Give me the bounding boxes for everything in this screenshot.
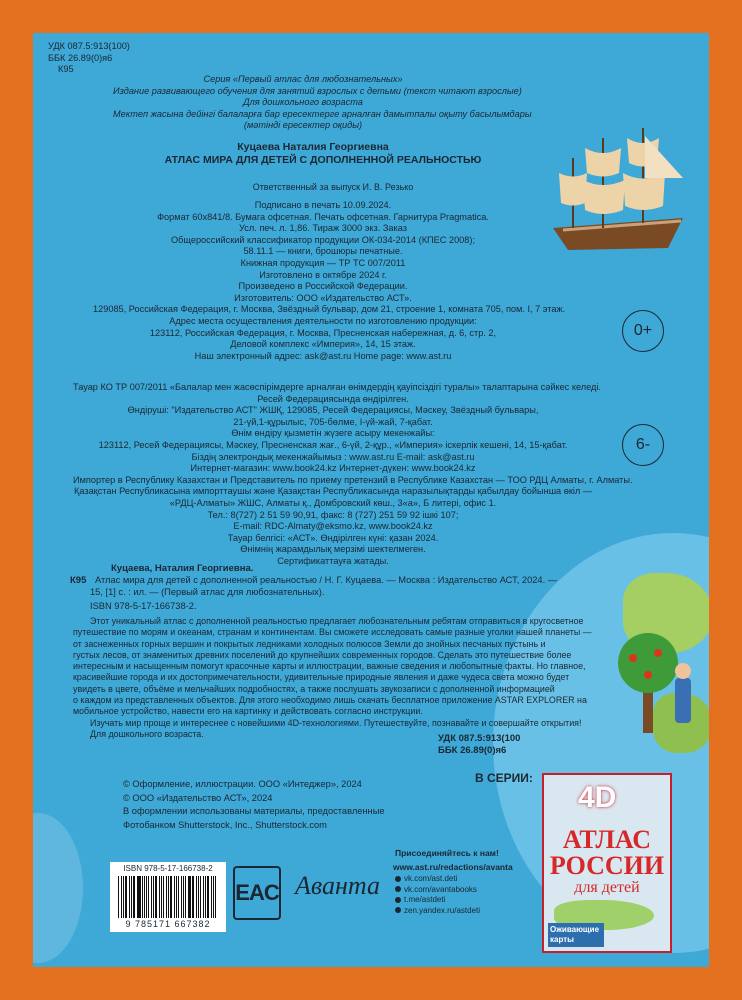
imprint-ru [93, 200, 566, 362]
imprint-line: Тауар белгісі: «АСТ». Өндірілген күні: қазан 2024. [227, 532, 439, 543]
imprint-line: 123112, Российская Федерация, г. Москва, Пресненская набережная, д. 6, стр. 2, [149, 327, 497, 338]
barcode-bar [125, 876, 127, 918]
imprint-line: Өнім өндіру қызметін жүзеге асыру мекенжайы: [231, 428, 435, 439]
udk-code: УДК 087.5:913(100) [48, 41, 130, 51]
social-link[interactable]: zen.yandex.ru/astdeti [395, 906, 480, 917]
barcode-bar [151, 876, 152, 918]
barcode-bar [166, 876, 167, 918]
barcode-bar [193, 876, 194, 918]
series-line: Мектеп жасына дейінгі балаларға бар ересектерге арналған дамытпалы оқыту басылымдары [113, 108, 532, 119]
imprint-line: 123112, Ресей Федерациясы, Мәскеу, Пресненская жағ., 6-үй, 2-құр., «Империя» іскерлік кешені, 14, 15-қабат. [98, 439, 568, 450]
imprint-line: Интернет-магазин: www.book24.kz Интернет-дүкен: www.book24.kz [190, 463, 476, 474]
barcode-bar [123, 876, 124, 918]
imprint-line: Импортер в Республику Казахстан и Представитель по приему претензий в Республике Казахстан — ТОО РДЦ Алматы, г. Алматы. [73, 474, 633, 485]
credit-line: © ООО «Издательство АСТ», 2024 [123, 792, 273, 803]
catalog-block [48, 41, 130, 76]
barcode-bar [131, 876, 132, 918]
barcode-bar [161, 876, 162, 918]
imprint-line: Өндіруші: "Издательство АСТ" ЖШҚ, 129085, Ресей Федерациясы, Мәскеу, Звёздный бульвары, [127, 405, 539, 416]
book-title-line: АТЛАС [562, 825, 652, 854]
bib-code: К95 [70, 575, 87, 586]
barcode-digits: 9 785171 667382 [125, 919, 211, 929]
series-line: Для дошкольного возраста [243, 97, 363, 108]
credit-line: В оформлении использованы материалы, предоставленные [123, 806, 385, 816]
bbk-code-bottom: ББК 26.89(0)я6 [438, 744, 507, 756]
barcode-bar [159, 876, 160, 918]
join-label: Присоединяйтесь к нам! [395, 848, 499, 858]
age-rating-badge: 0+ [622, 310, 664, 352]
imprint-line: E-mail: RDC-Almaty@eksmo.kz, www.book24.kz [233, 521, 433, 532]
avanta-logo: Аванта [295, 871, 380, 900]
imprint-line: 129085, Российская Федерация, г. Москва, Звёздный бульвар, дом 21, строение 1, комната 705, пом. I, 7 этаж. [93, 304, 566, 315]
credit-line: © Оформление, иллюстрации. ООО «Интеджер», 2024 [123, 779, 362, 789]
imprint-line: Изготовитель: ООО «Издательство АСТ». [234, 292, 412, 303]
back-cover [33, 33, 709, 967]
bib-author: Куцаева, Наталия Георгиевна. [111, 563, 254, 574]
imprint-line: Тауар КО ТР 007/2011 «Балалар мен жасөспірімдерге арналған өнімдердің қауіпсіздігі туралы» талаптарына сәйкес келеді. [73, 382, 601, 392]
imprint-line: «РДЦ-Алматы» ЖШС, Алматы қ., Домбровский көш., 3«а», Б литері, офис 1. [169, 497, 497, 508]
bib-line: 15, [1] с. : ил. — (Первый атлас для любознательных). [90, 587, 325, 597]
social-link[interactable]: vk.com/avantabooks [395, 885, 480, 896]
barcode-bar [153, 876, 154, 918]
sailing-ship-illustration [533, 118, 693, 268]
eac-mark-text: EAC [235, 880, 279, 905]
join-url[interactable]: www.ast.ru/redactions/avanta [393, 862, 513, 872]
isbn-barcode [110, 862, 226, 932]
barcode-bar [213, 876, 214, 918]
imprint-line: Деловой комплекс «Империя», 14, 15 этаж. [230, 339, 416, 350]
annotation-line: путешествие по морям и океанам, странам и континентам. Вы сможете исследовать самые разные уголки нашей планеты — [73, 627, 592, 638]
telegram-icon [395, 897, 401, 903]
imprint-line: Біздің электрондық мекенжайымыз : www.ast.ru E-mail: ask@ast.ru [191, 451, 475, 462]
vk-icon [395, 886, 401, 892]
tree-illustration [613, 623, 709, 743]
imprint-line: Ресей Федерациясында өндірілген. [257, 393, 409, 404]
imprint-line: Формат 60х841/8. Бумага офсетная. Печать офсетная. Гарнитура Pragmatica. [157, 211, 489, 222]
barcode-bar [148, 876, 149, 918]
barcode-bar [144, 876, 145, 918]
barcode-bar [168, 876, 169, 918]
barcode-bar [146, 876, 147, 918]
eac-mark [233, 866, 281, 920]
bbk-code: ББК 26.89(0)я6 [48, 52, 113, 63]
barcode-bar [174, 876, 175, 918]
series-book-cover [542, 773, 672, 953]
imprint-line: Произведено в Российской Федерации. [238, 281, 408, 292]
imprint-line: Подписано в печать 10.09.2024. [254, 200, 392, 210]
udk-code-bottom: УДК 087.5:913(100 [438, 733, 521, 744]
barcode-bar [200, 876, 201, 918]
barcode-bar [185, 876, 186, 918]
book-title: АТЛАС МИРА ДЛЯ ДЕТЕЙ С ДОПОЛНЕННОЙ РЕАЛЬНОСТЬЮ [164, 154, 482, 166]
barcode-bar [176, 876, 177, 918]
in-series-label: В СЕРИИ: [475, 771, 533, 785]
bib-line: Атлас мира для детей с дополненной реальностью / Н. Г. Куцаева. — Москва : Издательство АСТ, 2024. — [95, 575, 558, 585]
barcode-bar [121, 876, 122, 918]
barcode-bar [192, 876, 193, 918]
responsible-person: Ответственный за выпуск И. В. Резько [252, 182, 414, 192]
book-4d-badge: 4D [578, 781, 617, 814]
catalog-bottom [438, 733, 520, 756]
annotation-line: интересным и насыщенным помогут красочные карты и иллюстрации, важные сведения и любопытные факты. Но главное, [73, 661, 586, 672]
vk-icon [395, 876, 401, 882]
barcode-bars [118, 876, 218, 918]
credits [123, 778, 385, 832]
credit-line: Фотобанком Shutterstock, Inc., Shutterstock.com [123, 819, 327, 830]
series-block [113, 74, 532, 132]
imprint-line: Книжная продукция — ТР ТС 007/2011 [240, 257, 406, 268]
social-links [395, 874, 480, 916]
book-title-line: РОССИИ [549, 851, 665, 880]
imprint-line: Сертификаттауға жатады. [277, 555, 389, 566]
barcode-bar [188, 876, 190, 918]
barcode-bar [198, 876, 199, 918]
series-line: Серия «Первый атлас для любознательных» [203, 74, 403, 84]
annotation-line: от заснеженных горных вершин и покрытых ледниками холодных полюсов Земли до знойных песчаных пустынь и [73, 638, 546, 649]
barcode-bar [203, 876, 204, 918]
isbn-barcode-text: ISBN 978-5-17-166738-2 [123, 864, 213, 873]
social-link[interactable]: t.me/astdeti [395, 895, 480, 906]
annotation-line: Для дошкольного возраста. [90, 728, 204, 739]
barcode-bar [137, 876, 138, 918]
barcode-bar [178, 876, 179, 918]
social-link[interactable]: vk.com/ast.deti [395, 874, 480, 885]
imprint-line: Общероссийский классификатор продукции ОК-034-2014 (КПЕС 2008); [170, 234, 476, 245]
author-name: Куцаева Наталия Георгиевна [237, 141, 389, 153]
barcode-bar [133, 876, 134, 918]
annotation [73, 616, 592, 740]
barcode-bar [181, 876, 182, 918]
imprint-line: Өнімнің жарамдылық мерзімі шектелмеген. [240, 544, 426, 555]
imprint-line: Усл. печ. л. 1,86. Тираж 3000 экз. Заказ [239, 223, 407, 234]
barcode-bar [205, 876, 206, 918]
series-line: Издание развивающего обучения для занятий взрослых с детьми (текст читают взрослые) [113, 85, 522, 96]
barcode-bar [170, 876, 172, 918]
imprint-line: 21-үй,1-құрылыс, 705-бөлме, І-үй-жай, 7-қабат. [233, 416, 433, 427]
imprint-kz [73, 382, 633, 568]
imprint-line: Изготовлено в октябре 2024 г. [259, 269, 387, 280]
imprint-line: Адрес места осуществления деятельности по изготовлению продукции: [169, 315, 477, 326]
annotation-line: о каждом из представленных объектов. Для этого необходимо лишь скачать бесплатное приложение ASTAR EXPLORER на [73, 695, 587, 706]
barcode-bar [129, 876, 130, 918]
barcode-bar [196, 876, 197, 918]
series-line: (мәтінді ересектер оқиды) [243, 120, 363, 131]
book-title-line: для детей [574, 879, 640, 896]
zen-icon [395, 907, 401, 913]
barcode-bar [138, 876, 140, 918]
barcode-bar [163, 876, 164, 918]
annotation-line: увидеть в цвете, объёме и мельчайших подробностях, а также послушать звукозаписи с дополненной информацией [73, 683, 555, 694]
author-code: К95 [58, 64, 74, 75]
barcode-bar [118, 876, 119, 918]
annotation-line: Изучать мир проще и интереснее с новейшими 4D-технологиями. Путешествуйте, познавайте и совершайте открытия! [90, 717, 582, 728]
barcode-bar [207, 876, 209, 918]
annotation-line: мобильное устройство, навести его на картинку и действовать согласно инструкции. [73, 706, 423, 717]
land-decoration [33, 813, 83, 963]
imprint-line: 58.11.1 — книги, брошюры печатные. [243, 246, 403, 257]
annotation-line: густых лесов, от знаменитых древних поселений до крупнейших современных городов. Сделать это путешествие более [73, 649, 572, 660]
age-rating-badge-kz: 6- [622, 424, 664, 466]
book-tag: Оживающие карты [548, 923, 604, 947]
barcode-bar [155, 876, 157, 918]
barcode-bar [211, 876, 212, 918]
imprint-line: Наш электронный адрес: ask@ast.ru Home page: www.ast.ru [194, 350, 452, 361]
imprint-line: Қазақстан Республикасына импорттаушы және Қазақстан Республикасында наразылықтарды қабылдау бойынша өкіл — [74, 486, 592, 497]
imprint-line: Тел.: 8(727) 2 51 59 90,91, факс: 8 (727) 251 59 92 ішкі 107; [207, 509, 459, 520]
barcode-bar [215, 876, 216, 918]
barcode-bar [183, 876, 184, 918]
annotation-line: Этот уникальный атлас с дополненной реальностью предлагает любознательным ребятам отправиться в кругосветное [90, 616, 584, 626]
bib-isbn: ISBN 978-5-17-166738-2. [90, 601, 197, 611]
annotation-line: красивейшие города и их достопримечательности, удивительные природные явления и даже чудеса света можно будет [73, 672, 570, 683]
barcode-bar [142, 876, 143, 918]
